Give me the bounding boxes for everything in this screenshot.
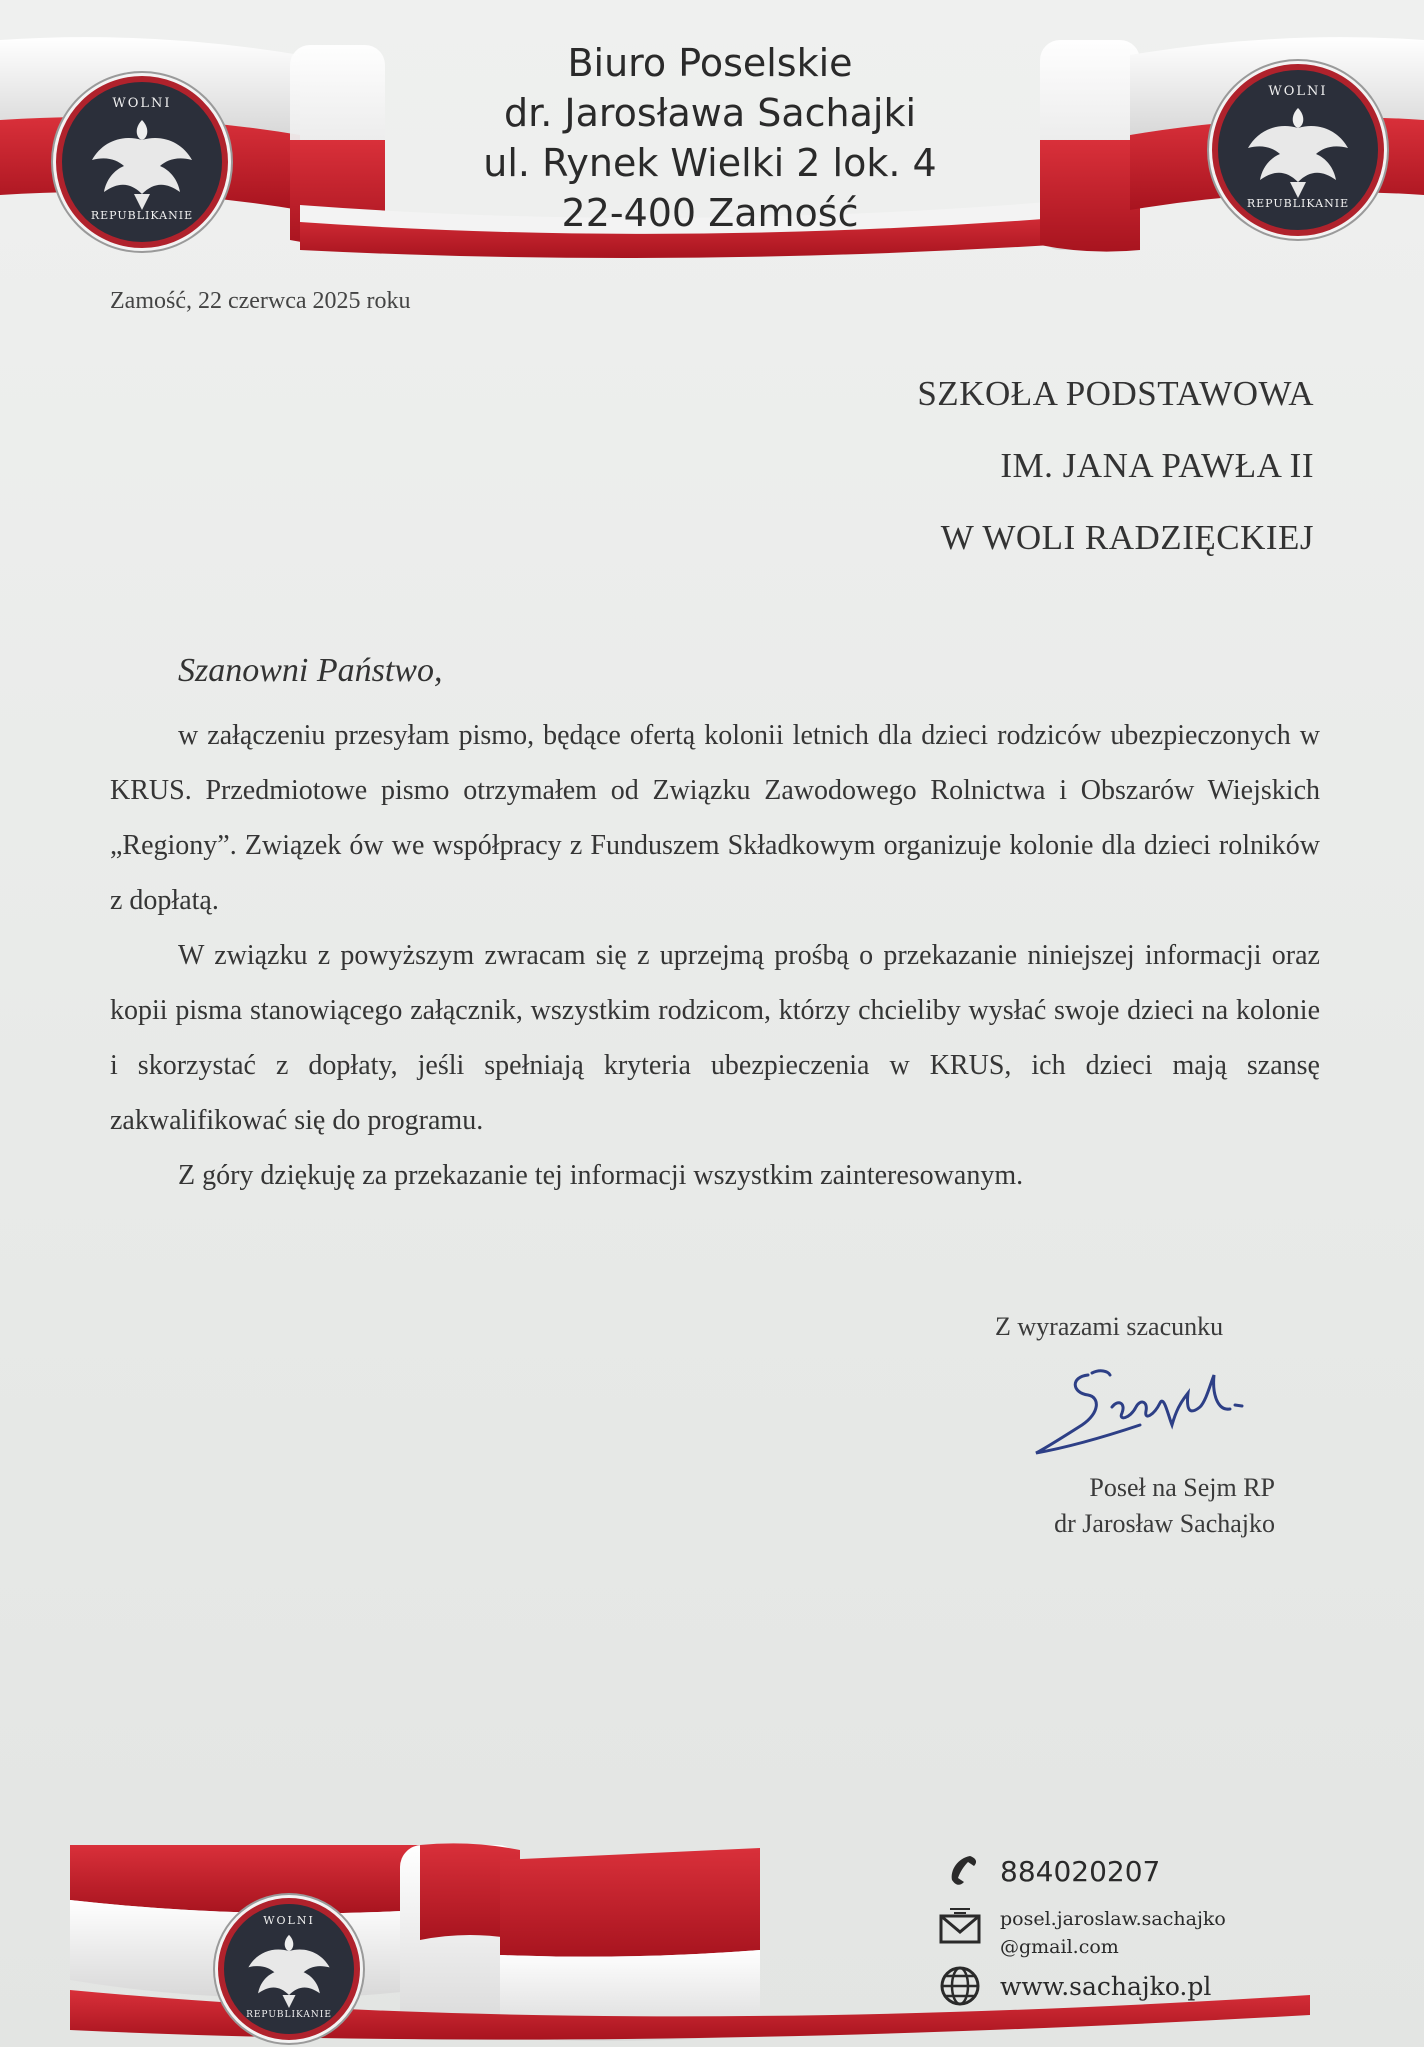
contact-website: www.sachajko.pl: [1000, 1972, 1212, 2001]
emblem-top-text: WOLNI: [263, 1914, 315, 1927]
paragraph: w załączeniu przesyłam pismo, będące ofertą kolonii letnich dla dzieci rodziców ubezpieczonych w KRUS. Przedmiotowe pismo otrzymałem od Związku Zawodowego Rolnictwa i Obszarów Wiejskich „Regiony”. Związek ów we współpracy z Funduszem Składkowym organizuje kolonie dla dzieci rolników z dopłatą.: [110, 720, 1320, 916]
office-address-block: [430, 38, 990, 238]
paragraph: Z góry dziękuję za przekazanie tej informacji wszystkim zainteresowanym.: [178, 1160, 1024, 1191]
addressee-line: SZKOŁA PODSTAWOWA: [917, 374, 1314, 413]
emblem-top-text: WOLNI: [1268, 84, 1328, 99]
contact-email: [1000, 1905, 1226, 1961]
party-emblem-right: [1212, 64, 1384, 236]
signature-icon: [1030, 1355, 1270, 1465]
envelope-icon: [938, 1906, 982, 1946]
letter-body: [110, 708, 1320, 1203]
addressee-block: [917, 358, 1314, 574]
phone-icon: [940, 1852, 980, 1892]
globe-icon: [938, 1964, 982, 2008]
emblem-top-text: WOLNI: [112, 96, 172, 111]
addressee-line: IM. JANA PAWŁA II: [1000, 446, 1314, 485]
salutation: Szanowni Państwo,: [178, 652, 443, 689]
addressee-line: W WOLI RADZIĘCKIEJ: [940, 518, 1314, 557]
email-line: @gmail.com: [1000, 1936, 1119, 1958]
letter-date: Zamość, 22 czerwca 2025 roku: [110, 288, 411, 314]
contact-phone: 884020207: [1000, 1855, 1161, 1888]
email-line: posel.jaroslaw.sachajko: [1000, 1908, 1226, 1930]
emblem-bottom-text: REPUBLIKANIE: [246, 2010, 332, 2020]
office-owner: dr. Jarosława Sachajki: [503, 91, 917, 135]
emblem-bottom-text: REPUBLIKANIE: [1246, 197, 1350, 210]
closing-phrase: Z wyrazami szacunku: [995, 1312, 1224, 1341]
office-city: 22-400 Zamość: [561, 191, 859, 235]
office-street: ul. Rynek Wielki 2 lok. 4: [483, 141, 937, 185]
signer-block: [980, 1470, 1275, 1542]
party-emblem-footer: [218, 1898, 360, 2040]
office-name: Biuro Poselskie: [567, 41, 853, 85]
signer-title: Poseł na Sejm RP: [1089, 1473, 1275, 1502]
party-emblem-left: [56, 76, 228, 248]
signer-name: dr Jarosław Sachajko: [1054, 1509, 1275, 1538]
paragraph: W związku z powyższym zwracam się z uprzejmą prośbą o przekazanie niniejszej informacji oraz kopii pisma stanowiącego załącznik, wszystkim rodzicom, którzy chcieliby wysłać swoje dzieci na kolonie i skorzystać z dopłaty, jeśli spełniają kryteria ubezpieczenia w KRUS, ich dzieci mają szansę zakwalifikować się do programu.: [110, 940, 1320, 1136]
handwritten-signature: [1030, 1355, 1270, 1470]
letterhead: [0, 0, 1424, 270]
emblem-bottom-text: REPUBLIKANIE: [90, 209, 194, 222]
